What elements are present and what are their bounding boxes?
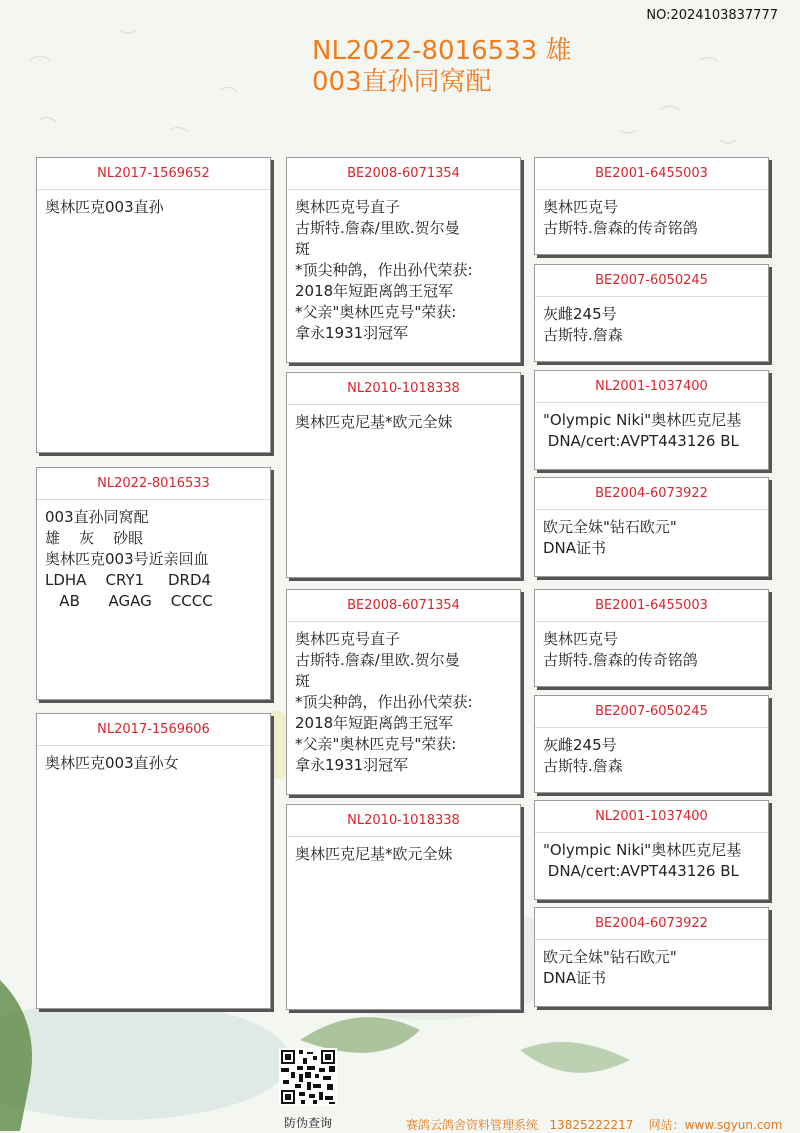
ring-number: BE2007-6050245 [535, 265, 768, 297]
card-text-line: 古斯特.詹森的传奇铭鸽 [543, 651, 698, 669]
pedigree-card-dam [36, 713, 271, 1009]
card-text-line: 奥林匹克号直子 [295, 198, 401, 216]
card-text-line: 奥林匹克尼基*欧元全妹 [295, 413, 453, 431]
card-text-line: 奥林匹克003直孙女 [45, 754, 179, 772]
card-text-line: 003直孙同窝配 [45, 508, 149, 526]
pedigree-card-g3-7 [534, 800, 769, 900]
ring-number: NL2001-1037400 [535, 801, 768, 833]
ring-number: NL2010-1018338 [287, 805, 520, 837]
pedigree-card-sire [36, 157, 271, 453]
pedigree-card-g3-4 [534, 477, 769, 577]
ring-number: BE2008-6071354 [287, 158, 520, 190]
pedigree-card-g3-3 [534, 370, 769, 470]
card-text-line: 奥林匹克003号近亲回血 [45, 550, 209, 568]
pedigree-card-dam-dam [286, 804, 521, 1010]
card-body [535, 833, 768, 882]
qr-label: 防伪查询 [284, 1116, 333, 1130]
ring-number: NL2017-1569652 [37, 158, 270, 190]
card-text-line: 古斯特.詹森/里欧.贺尔曼 [295, 219, 460, 237]
pedigree-card-g3-1 [534, 157, 769, 255]
ring-number: BE2007-6050245 [535, 696, 768, 728]
card-text-line: 灰雌245号 [543, 305, 617, 323]
title-line-1: NL2022-8016533 雄 [312, 36, 572, 66]
ring-number: NL2017-1569606 [37, 714, 270, 746]
ring-number: NL2010-1018338 [287, 373, 520, 405]
footer-contact: 赛鸽云鸽舍资料管理系统 13825222217 网站：www.sgyun.com [406, 1118, 783, 1132]
card-text-line: 灰雌245号 [543, 736, 617, 754]
ring-number: NL2022-8016533 [37, 468, 270, 500]
card-text-line: 古斯特.詹森/里欧.贺尔曼 [295, 651, 460, 669]
pedigree-card-subject [36, 467, 271, 700]
card-body [535, 403, 768, 452]
card-text-line: 斑 [295, 672, 311, 690]
page-title [312, 36, 642, 98]
card-body [535, 510, 768, 559]
card-body [287, 405, 520, 433]
card-text-line: 2018年短距离鸽王冠军 [295, 282, 454, 300]
document-number: NO:2024103837777 [646, 8, 778, 23]
card-body [287, 190, 520, 344]
ring-number: BE2004-6073922 [535, 478, 768, 510]
ring-number: BE2001-6455003 [535, 590, 768, 622]
card-text-line: *父亲"奥林匹克号"荣获: [295, 303, 457, 321]
card-text-line: DNA/cert:AVPT443126 BL [543, 432, 739, 450]
pedigree-card-g3-5 [534, 589, 769, 687]
pedigree-card-g3-8 [534, 907, 769, 1007]
card-text-line: 斑 [295, 240, 311, 258]
card-body [37, 500, 270, 612]
card-text-line: DNA证书 [543, 539, 607, 557]
card-text-line: 拿永1931羽冠军 [295, 756, 409, 774]
pedigree-card-dam-sire [286, 589, 521, 795]
ring-number: BE2008-6071354 [287, 590, 520, 622]
pedigree-card-g3-6 [534, 695, 769, 793]
card-text-line: *顶尖种鸽，作出孙代荣获: [295, 261, 473, 279]
pedigree-card-g3-2 [534, 264, 769, 362]
card-text-line: DNA证书 [543, 969, 607, 987]
card-text-line: 古斯特.詹森 [543, 326, 623, 344]
ring-number: NL2001-1037400 [535, 371, 768, 403]
card-body [287, 837, 520, 865]
card-body [535, 297, 768, 346]
card-text-line: *父亲"奥林匹克号"荣获: [295, 735, 457, 753]
card-body [535, 622, 768, 671]
card-text-line: 奥林匹克尼基*欧元全妹 [295, 845, 453, 863]
card-text-line: 欧元全妹"钻石欧元" [543, 518, 677, 536]
title-line-2: 003直孙同窝配 [312, 67, 492, 97]
pedigree-card-sire-dam [286, 372, 521, 578]
card-body [535, 190, 768, 239]
card-text-line: LDHA CRY1 DRD4 [45, 571, 212, 589]
card-text-line: AB AGAG CCCC [45, 592, 213, 610]
card-text-line: DNA/cert:AVPT443126 BL [543, 862, 739, 880]
ring-number: BE2001-6455003 [535, 158, 768, 190]
card-body [37, 746, 270, 774]
card-text-line: 奥林匹克号 [543, 198, 619, 216]
card-text-line: 雄 灰 砂眼 [45, 529, 144, 547]
card-body [37, 190, 270, 218]
qr-code-icon[interactable] [279, 1048, 337, 1106]
card-text-line: 奥林匹克号 [543, 630, 619, 648]
pedigree-card-sire-sire [286, 157, 521, 363]
card-text-line: 欧元全妹"钻石欧元" [543, 948, 677, 966]
card-text-line: 奥林匹克003直孙 [45, 198, 164, 216]
card-body [535, 940, 768, 989]
card-text-line: 奥林匹克号直子 [295, 630, 401, 648]
card-text-line: "Olympic Niki"奥林匹克尼基 [543, 411, 742, 429]
card-text-line: *顶尖种鸽，作出孙代荣获: [295, 693, 473, 711]
card-text-line: 古斯特.詹森 [543, 757, 623, 775]
card-body [287, 622, 520, 776]
card-text-line: 拿永1931羽冠军 [295, 324, 409, 342]
card-text-line: 古斯特.詹森的传奇铭鸽 [543, 219, 698, 237]
card-text-line: "Olympic Niki"奥林匹克尼基 [543, 841, 742, 859]
card-body [535, 728, 768, 777]
ring-number: BE2004-6073922 [535, 908, 768, 940]
card-text-line: 2018年短距离鸽王冠军 [295, 714, 454, 732]
